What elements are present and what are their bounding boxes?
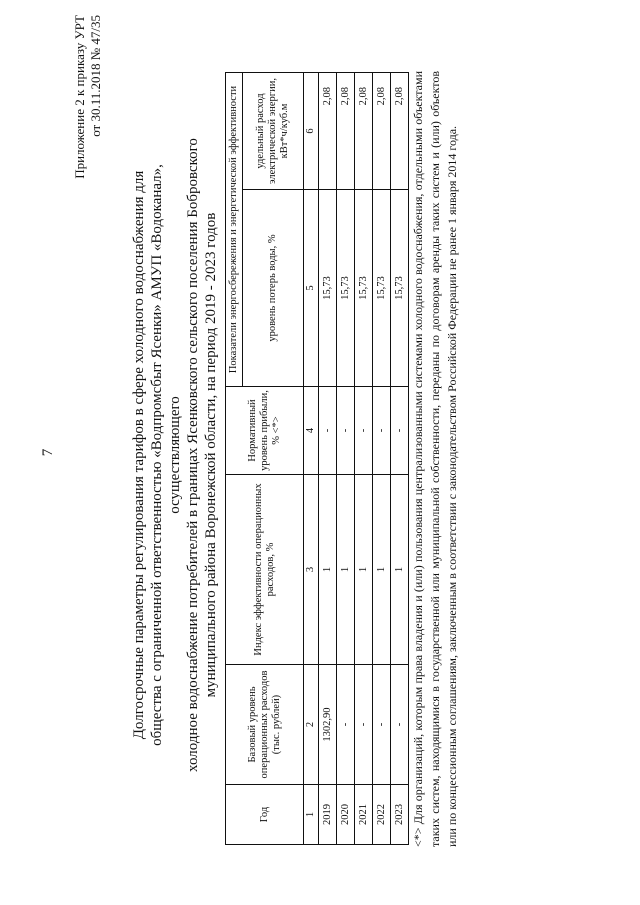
column-number: 3 — [304, 475, 319, 665]
header-year: Год — [226, 785, 304, 845]
table-row — [337, 72, 355, 844]
column-number: 6 — [304, 72, 319, 189]
cell-year: 2021 — [355, 785, 373, 845]
cell-electricity: 2,08 — [337, 72, 355, 189]
cell-base-level: - — [337, 665, 355, 785]
cell-electricity: 2,08 — [373, 72, 391, 189]
document-title — [130, 115, 220, 795]
tariff-parameters-table — [225, 72, 409, 845]
header-energy-group: Показатели энергосбережения и энергетической эффективности — [226, 72, 243, 386]
page-number: 7 — [40, 448, 56, 457]
cell-water-loss: 15,73 — [355, 190, 373, 387]
cell-year: 2022 — [373, 785, 391, 845]
column-number: 4 — [304, 387, 319, 475]
cell-water-loss: 15,73 — [391, 190, 409, 387]
cell-electricity: 2,08 — [391, 72, 409, 189]
cell-normative-profit: - — [337, 387, 355, 475]
cell-year: 2023 — [391, 785, 409, 845]
cell-efficiency-index: 1 — [337, 475, 355, 665]
table-row — [391, 72, 409, 844]
cell-normative-profit: - — [355, 387, 373, 475]
column-number: 5 — [304, 190, 319, 387]
cell-base-level: 1302,90 — [319, 665, 337, 785]
appendix-line-1: Приложение 2 к приказу УРТ — [72, 15, 87, 179]
column-number-row — [304, 72, 319, 844]
table-row — [319, 72, 337, 844]
column-number: 1 — [304, 785, 319, 845]
title-line-2: общества с ограниченной ответственностью «Водпромсбыт Ясенки» АМУП «Водоканал», осуществляющего — [149, 164, 183, 746]
cell-water-loss: 15,73 — [319, 190, 337, 387]
header-base-level: Базовый уровень операционных расходов (тыс. рублей) — [226, 665, 304, 785]
cell-water-loss: 15,73 — [337, 190, 355, 387]
header-water-loss: уровень потерь воды, % — [243, 190, 304, 387]
table-row — [355, 72, 373, 844]
cell-normative-profit: - — [373, 387, 391, 475]
header-efficiency-index: Индекс эффективности операционных расходов, % — [226, 475, 304, 665]
cell-efficiency-index: 1 — [373, 475, 391, 665]
cell-year: 2020 — [337, 785, 355, 845]
header-normative-profit: Нормативный уровень прибыли, % <*> — [226, 387, 304, 475]
cell-base-level: - — [373, 665, 391, 785]
cell-year: 2019 — [319, 785, 337, 845]
cell-electricity: 2,08 — [319, 72, 337, 189]
cell-water-loss: 15,73 — [373, 190, 391, 387]
appendix-line-2: от 30.11.2018 № 47/35 — [88, 15, 103, 137]
cell-base-level: - — [391, 665, 409, 785]
footnote: <*> Для организаций, которым права владения и (или) пользования централизованными системами холодного водоснабжения, отдельными объектами таких систем, находящимися в государственной или муниципальной собственности, переданы по договорам аренды таких систем и (или) объектов или по концессионным соглашениям, заключенным в соответствии с законодательством Российской Федерации не ранее 1 января 2014 года. — [411, 71, 459, 847]
appendix-reference — [72, 15, 104, 305]
title-line-1: Долгосрочные параметры регулирования тарифов в сфере холодного водоснабжения для — [131, 170, 147, 740]
cell-normative-profit: - — [319, 387, 337, 475]
title-line-4: муниципального района Воронежской области, на период 2019 - 2023 годов — [203, 212, 219, 698]
header-electricity: удельный расход электрической энергии, кВт*ч/куб.м — [243, 72, 304, 189]
cell-base-level: - — [355, 665, 373, 785]
table-row — [373, 72, 391, 844]
cell-efficiency-index: 1 — [319, 475, 337, 665]
cell-efficiency-index: 1 — [391, 475, 409, 665]
cell-efficiency-index: 1 — [355, 475, 373, 665]
cell-electricity: 2,08 — [355, 72, 373, 189]
title-line-3: холодное водоснабжение потребителей в границах Ясенковского сельского поселения Бобровского — [185, 138, 201, 772]
column-number: 2 — [304, 665, 319, 785]
cell-normative-profit: - — [391, 387, 409, 475]
